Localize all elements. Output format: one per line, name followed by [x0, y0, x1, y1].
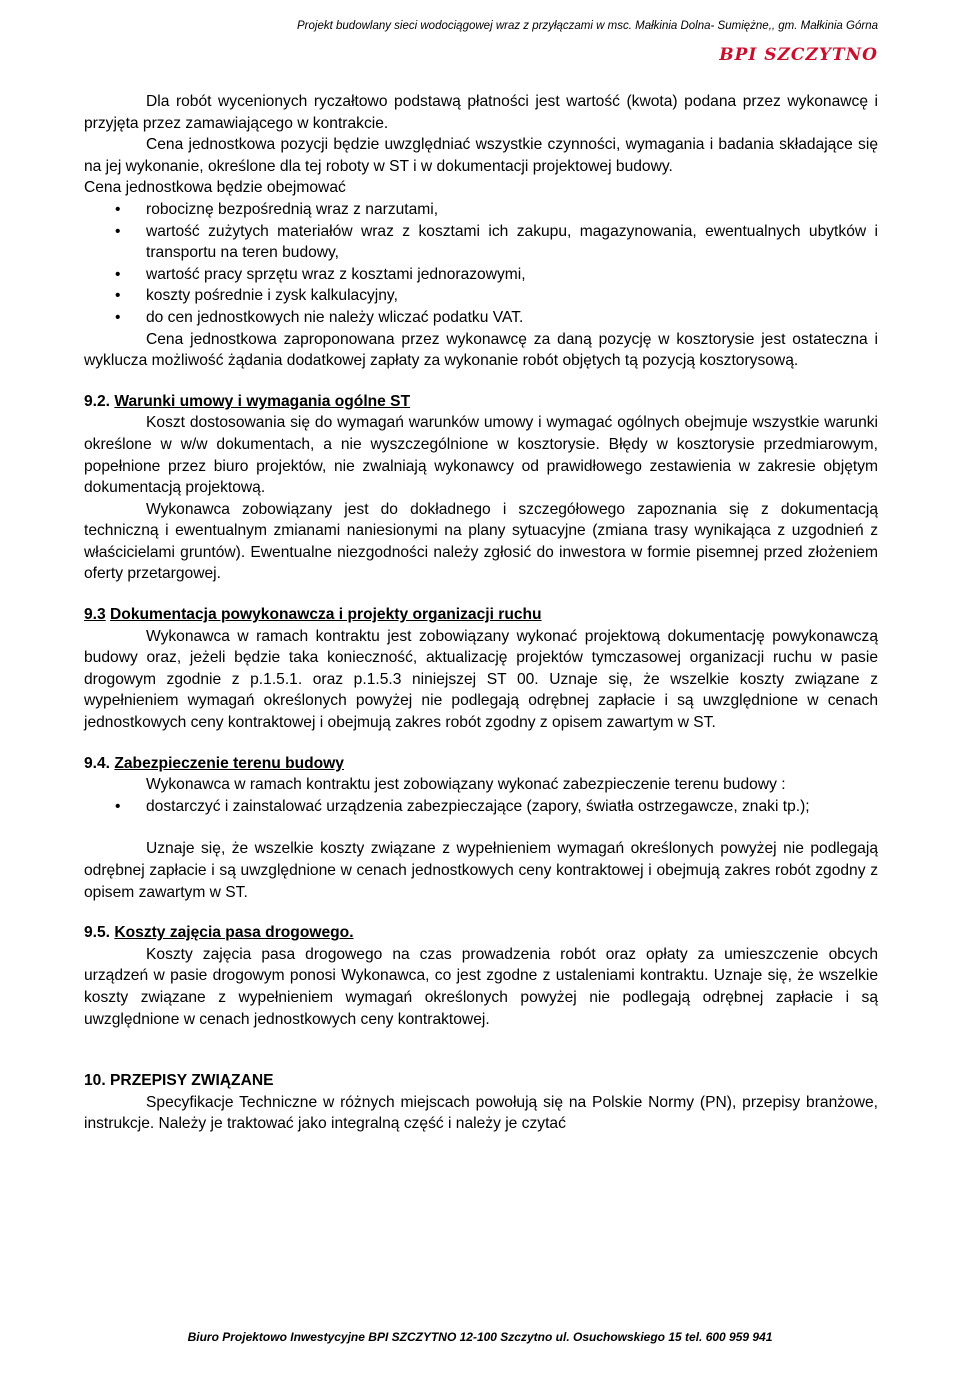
section-number: 9.5. [84, 924, 111, 942]
company-logo: BPI SZCZYTNO [719, 45, 878, 65]
document-body [84, 91, 878, 1135]
paragraph: Uznaje się, że wszelkie koszty związane z wypełnieniem wymagań określonych powyżej nie podlegają odrębnej zapłacie i są uwzględnione w cenach jednostkowych ceny kontraktowej i obejmują zakres robót zgodny z opisem zawartym w ST. [84, 840, 878, 901]
section-heading [84, 922, 878, 944]
list-item: • koszty pośrednie i zysk kalkulacyjny, [84, 285, 878, 307]
section-number: 9.3 [84, 606, 106, 624]
bullet-list [84, 796, 878, 818]
section-heading [84, 1070, 878, 1092]
section-title: Koszty zajęcia pasa drogowego. [114, 924, 354, 942]
paragraph: Cena jednostkowa pozycji będzie uwzględniać wszystkie czynności, wymagania i badania składające się na jej wykonanie, określone dla tej roboty w ST i w dokumentacji projektowej budowy. [84, 136, 878, 175]
spacer [84, 817, 878, 838]
list-item: • wartość zużytych materiałów wraz z kosztami ich zakupu, magazynowania, ewentualnych ubytków i transportu na teren budowy, [84, 221, 878, 264]
section-heading [84, 391, 878, 413]
section-heading [84, 753, 878, 775]
paragraph: Specyfikacje Techniczne w różnych miejscach powołują się na Polskie Normy (PN), przepisy branżowe, instrukcje. Należy je traktować jako integralną część i należy je czytać [84, 1093, 878, 1133]
paragraph: Cena jednostkowa będzie obejmować [84, 179, 346, 197]
paragraph: Wykonawca w ramach kontraktu jest zobowiązany wykonać projektową dokumentację powykonawczą budowy oraz, jeżeli będzie taka konieczność, aktualizację projektów tymczasowej organizacji ruchu w pasie drogowym zgodnie z p.1.5.1. oraz p.1.5.3 niniejszej ST 00. Uznaje się, że wszelkie koszty związane z wypełnieniem wymagań określonych powyżej nie podlegają odrębnej zapłacie i są uwzględnione w cenach jednostkowych ceny kontraktowej i obejmują zakres robót zgodny z opisem zawartym w ST. [84, 627, 878, 732]
list-item: • dostarczyć i zainstalować urządzenia zabezpieczające (zapory, światła ostrzegawcze, znaki tp.); [84, 796, 878, 818]
list-item: • robociznę bezpośrednią wraz z narzutami, [84, 199, 878, 221]
section-title: Warunki umowy i wymagania ogólne ST [114, 392, 411, 410]
section-number: 9.2. [84, 392, 111, 410]
paragraph: Koszt dostosowania się do wymagań warunków umowy i wymagać ogólnych obejmuje wszystkie warunki określone w w/w dokumentach, a nie wyszczególnione w kosztorysie. Błędy w kosztorysie przedmiarowym, popełnione przez biuro projektów, nie zwalniają wykonawcy od prawidłowego zestawienia w zakresie objętym dokumentacją projektową. [84, 414, 878, 497]
paragraph: Wykonawca zobowiązany jest do dokładnego i szczegółowego zapoznania się z dokumentacją techniczną i ewentualnym zmianami naniesionymi na plany sytuacyjne (zmiana trasy wynikająca z uzgodnień z właścicielami gruntów). Ewentualne niezgodności należy zgłosić do inwestora w formie pisemnej przed złożeniem oferty przetargowej. [84, 500, 878, 583]
paragraph: Koszty zajęcia pasa drogowego na czas prowadzenia robót oraz opłaty za umieszczenie obcych urządzeń w pasie drogowym ponosi Wykonawca, co jest zgodne z ustaleniami kontraktu. Uznaje się, że wszelkie koszty związane z wypełnieniem wymagań określonych powyżej nie podlegają odrębnej zapłacie i są uwzględnione w cenach jednostkowych ceny kontraktowej. [84, 945, 878, 1028]
spacer [84, 1030, 878, 1051]
list-item: • wartość pracy sprzętu wraz z kosztami jednorazowymi, [84, 264, 878, 286]
list-item: • do cen jednostkowych nie należy wliczać podatku VAT. [84, 307, 878, 329]
bullet-list [84, 199, 878, 329]
section-number: 9.4. [84, 754, 111, 772]
page-footer: Biuro Projektowo Inwestycyjne BPI SZCZYTNO 12-100 Szczytno ul. Osuchowskiego 15 tel. 600 959 941 [187, 1330, 773, 1344]
section-title: Zabezpieczenie terenu budowy [114, 754, 344, 772]
paragraph: Wykonawca w ramach kontraktu jest zobowiązany wykonać zabezpieczenie terenu budowy : [146, 776, 786, 794]
section-title: Dokumentacja powykonawcza i projekty organizacji ruchu [110, 606, 542, 624]
paragraph: Dla robót wycenionych ryczałtowo podstawą płatności jest wartość (kwota) podana przez wykonawcę i przyjęta przez zamawiającego w kontrakcie. [84, 93, 878, 132]
paragraph: Cena jednostkowa zaproponowana przez wykonawcę za daną pozycję w kosztorysie jest ostateczna i wyklucza możliwość żądania dodatkowej zapłaty za wykonanie robót objętych tą pozycją kosztorysową. [84, 330, 878, 370]
section-heading [84, 604, 878, 626]
header-title: Projekt budowlany sieci wodociągowej wraz z przyłączami w msc. Małkinia Dolna- Sumiężne,, gm. Małkinia Górna [297, 20, 878, 32]
section-title: PRZEPISY ZWIĄZANE [110, 1072, 274, 1090]
section-number: 10. [84, 1072, 106, 1090]
